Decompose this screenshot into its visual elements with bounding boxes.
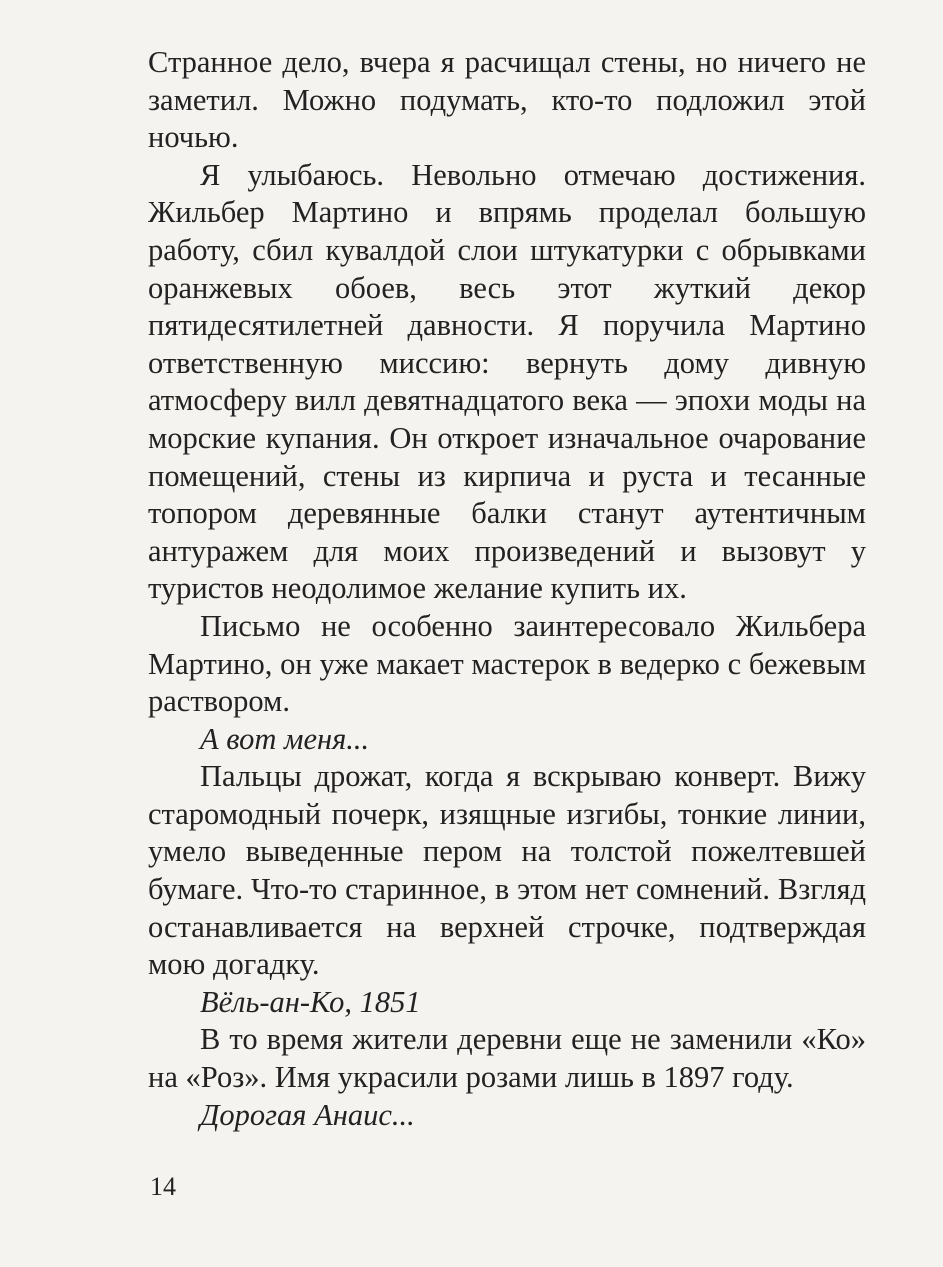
paragraph-4-italic: А вот меня... <box>200 721 370 756</box>
page-number: 14 <box>150 1172 176 1201</box>
paragraph-6-italic: Вёль-ан-Ко, 1851 <box>200 984 421 1019</box>
paragraph-8-italic: Дорогая Анаис... <box>200 1097 415 1132</box>
paragraph-5: Пальцы дрожат, когда я вскрываю конверт. Вижу старомодный почерк, изящные изгибы, тонкие линии, умело выведенные пером на толстой пожелтевшей бумаге. Что-то старинное, в этом нет сомнений. Взгляд останавливается на верхней строчке, подтверждая мою догадку. <box>148 759 866 982</box>
paragraph-2: Я улыбаюсь. Невольно отмечаю достижения. Жильбер Мартино и впрямь проделал большую работу, сбил кувалдой слои штукатурки с обрывками оранжевых обоев, весь этот жуткий декор пятидесятилетней давности. Я поручила Мартино ответственную миссию: вернуть дому дивную атмосферу вилл девятнадцатого века — эпохи моды на морские купания. Он откроет изначальное очарование помещений, стены из кирпича и руста и тесанные топором деревянные балки станут аутентичным антуражем для моих произведений и вызовут у туристов неодолимое желание купить их. <box>148 157 866 606</box>
body-text <box>148 44 866 1134</box>
paragraph-7: В то время жители деревни еще не заменили «Ко» на «Роз». Имя украсили розами лишь в 1897 году. <box>148 1022 866 1095</box>
paragraph-3: Письмо не особенно заинтересовало Жильбера Мартино, он уже макает мастерок в ведерко с бежевым раствором. <box>148 608 866 719</box>
paragraph-1: Странное дело, вчера я расчищал стены, но ничего не заметил. Можно подумать, кто-то подложил этой ночью. <box>148 45 866 155</box>
